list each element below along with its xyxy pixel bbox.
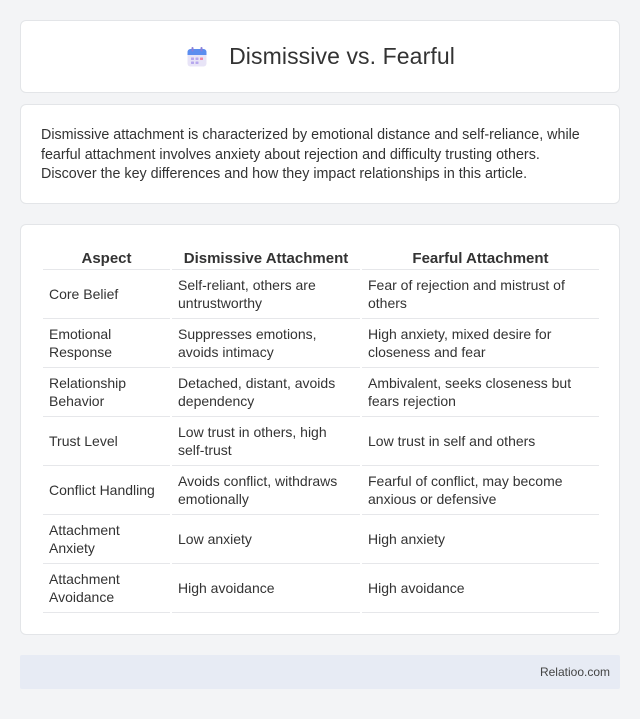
footer-brand: Relatioo.com: [539, 665, 610, 679]
row-dismissive-cell: Avoids conflict, withdraws emotionally: [171, 465, 361, 514]
table-row: [43, 514, 599, 563]
row-fearful-cell: Fear of rejection and mistrust of others: [361, 269, 599, 318]
intro-paragraph: Dismissive attachment is characterized by emotional distance and self-reliance, while fearful attachment involves anxiety about rejection and difficulty trusting others. Discover the key differences and how they impact relationships in this article.: [41, 127, 580, 182]
row-dismissive-cell: Low anxiety: [171, 514, 361, 563]
column-header-fearful: Fearful Attachment: [361, 246, 599, 269]
row-dismissive-cell: Low trust in others, high self-trust: [171, 416, 361, 465]
row-dismissive-cell: High avoidance: [171, 563, 361, 612]
comparison-table: [43, 246, 599, 613]
page-title: Dismissive vs. Fearful: [229, 43, 455, 69]
row-aspect-cell: Trust Level: [43, 416, 171, 465]
table-row: [43, 367, 599, 416]
row-dismissive-cell: Detached, distant, avoids dependency: [171, 367, 361, 416]
row-aspect-cell: Conflict Handling: [43, 465, 171, 514]
table-header-row: [43, 246, 599, 269]
row-dismissive-cell: Suppresses emotions, avoids intimacy: [171, 318, 361, 367]
row-aspect-cell: Core Belief: [43, 269, 171, 318]
intro-card: [20, 104, 620, 204]
table-row: [43, 563, 599, 612]
table-row: [43, 318, 599, 367]
comparison-card: [20, 224, 620, 635]
title-card: [20, 20, 620, 93]
row-aspect-cell: Attachment Avoidance: [43, 563, 171, 612]
row-fearful-cell: Low trust in self and others: [361, 416, 599, 465]
row-aspect-cell: Attachment Anxiety: [43, 514, 171, 563]
footer-bar: [20, 655, 620, 689]
column-header-aspect: Aspect: [43, 246, 171, 269]
calendar-icon: [185, 45, 209, 69]
row-fearful-cell: High anxiety: [361, 514, 599, 563]
row-aspect-cell: Emotional Response: [43, 318, 171, 367]
row-aspect-cell: Relationship Behavior: [43, 367, 171, 416]
row-fearful-cell: Ambivalent, seeks closeness but fears rejection: [361, 367, 599, 416]
column-header-dismissive: Dismissive Attachment: [171, 246, 361, 269]
table-row: [43, 269, 599, 318]
table-row: [43, 465, 599, 514]
title-row: [185, 43, 455, 70]
row-dismissive-cell: Self-reliant, others are untrustworthy: [171, 269, 361, 318]
row-fearful-cell: High avoidance: [361, 563, 599, 612]
table-row: [43, 416, 599, 465]
row-fearful-cell: High anxiety, mixed desire for closeness and fear: [361, 318, 599, 367]
row-fearful-cell: Fearful of conflict, may become anxious or defensive: [361, 465, 599, 514]
